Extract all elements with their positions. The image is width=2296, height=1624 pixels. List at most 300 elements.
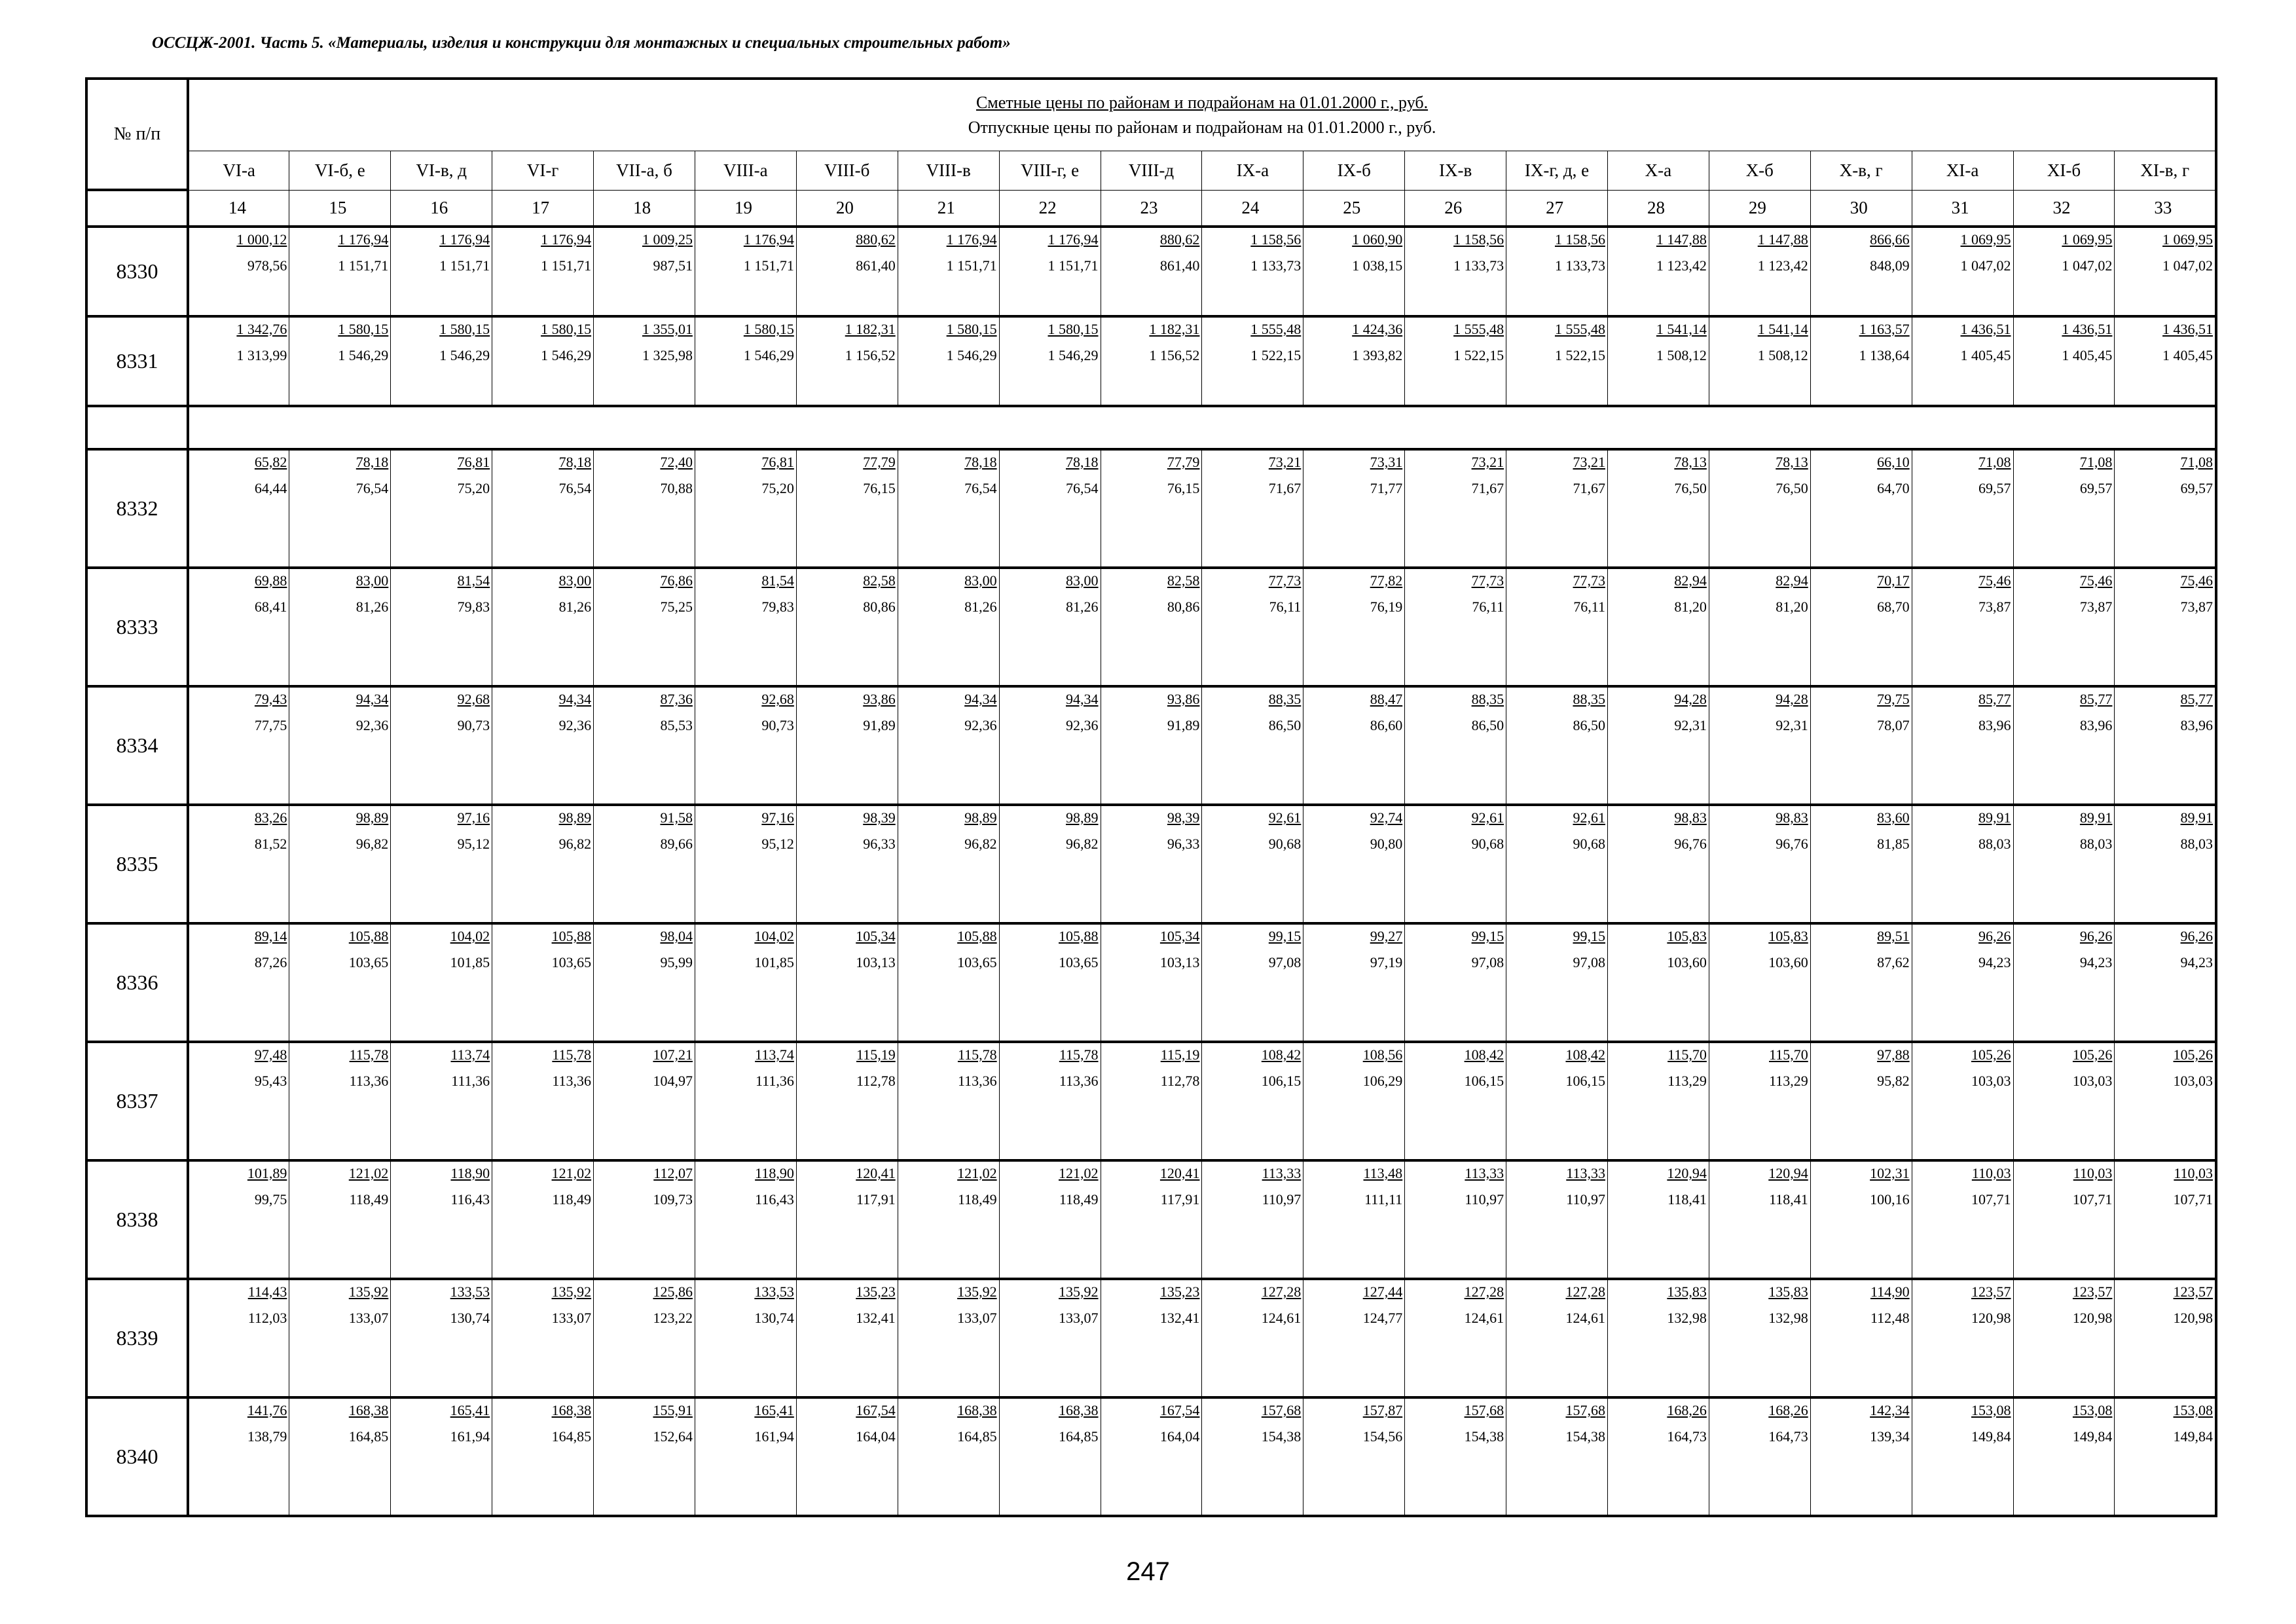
price-cell bbox=[1506, 449, 1608, 568]
selling-price: 94,23 bbox=[1978, 954, 2011, 970]
selling-price: 81,85 bbox=[1877, 836, 1910, 852]
selling-price: 1 151,71 bbox=[439, 257, 490, 274]
estimate-price: 121,02 bbox=[348, 1165, 389, 1181]
estimate-price: 110,03 bbox=[1971, 1165, 2011, 1181]
estimate-price: 1 580,15 bbox=[439, 321, 490, 337]
price-cell bbox=[796, 449, 898, 568]
selling-price: 92,31 bbox=[1776, 717, 1808, 733]
estimate-price: 94,28 bbox=[1776, 691, 1808, 707]
estimate-price: 866,66 bbox=[1870, 231, 1910, 248]
selling-price: 68,70 bbox=[1877, 599, 1910, 615]
price-cell bbox=[1303, 805, 1405, 923]
estimate-price: 70,17 bbox=[1877, 572, 1910, 589]
selling-price: 88,03 bbox=[2180, 836, 2214, 852]
estimate-price: 83,26 bbox=[254, 809, 287, 826]
price-cell bbox=[188, 449, 289, 568]
page-header: ОССЦЖ-2001. Часть 5. «Материалы, изделия и конструкции для монтажных и специальных строительных работ» bbox=[152, 34, 1011, 52]
price-cell bbox=[1709, 449, 1810, 568]
price-cell bbox=[1912, 805, 2013, 923]
estimate-price: 82,58 bbox=[863, 572, 896, 589]
price-cell bbox=[594, 1160, 695, 1279]
selling-price: 118,49 bbox=[349, 1191, 389, 1208]
price-cell bbox=[1405, 1042, 1506, 1160]
price-cell bbox=[1101, 568, 1202, 686]
price-cell bbox=[796, 568, 898, 686]
price-cell bbox=[2013, 686, 2115, 805]
selling-price: 81,26 bbox=[558, 599, 592, 615]
selling-price: 71,77 bbox=[1370, 480, 1403, 496]
price-cell bbox=[796, 316, 898, 406]
selling-price: 111,11 bbox=[1364, 1191, 1403, 1208]
selling-price: 92,36 bbox=[964, 717, 997, 733]
estimate-price: 82,94 bbox=[1776, 572, 1808, 589]
estimate-price: 105,88 bbox=[1059, 928, 1099, 944]
selling-price: 76,15 bbox=[863, 480, 896, 496]
price-cell bbox=[1303, 316, 1405, 406]
price-cell bbox=[2115, 1160, 2216, 1279]
estimate-price: 71,08 bbox=[2079, 454, 2113, 470]
price-cell bbox=[594, 686, 695, 805]
estimate-price: 97,16 bbox=[457, 809, 490, 826]
price-cell bbox=[796, 923, 898, 1042]
selling-price-title: Отпускные цены по районам и подрайонам на 01.01.2000 г., руб. bbox=[968, 117, 1436, 137]
estimate-price: 94,28 bbox=[1674, 691, 1707, 707]
estimate-price: 94,34 bbox=[355, 691, 389, 707]
price-cell bbox=[695, 805, 796, 923]
price-cell bbox=[289, 1397, 391, 1516]
selling-price: 1 151,71 bbox=[946, 257, 997, 274]
selling-price: 90,73 bbox=[457, 717, 490, 733]
estimate-price: 85,77 bbox=[1978, 691, 2011, 707]
price-cell bbox=[1810, 1279, 1912, 1397]
selling-price: 132,41 bbox=[856, 1310, 896, 1326]
price-cell bbox=[1607, 1160, 1709, 1279]
price-cell bbox=[898, 227, 999, 316]
selling-price: 96,82 bbox=[558, 836, 592, 852]
selling-price: 1 405,45 bbox=[2062, 347, 2113, 363]
selling-price: 76,50 bbox=[1674, 480, 1707, 496]
estimate-price: 96,26 bbox=[2180, 928, 2214, 944]
estimate-price: 1 158,56 bbox=[1453, 231, 1504, 248]
price-cell bbox=[492, 1279, 594, 1397]
selling-price: 64,70 bbox=[1877, 480, 1910, 496]
selling-price: 76,11 bbox=[1573, 599, 1605, 615]
estimate-price: 81,54 bbox=[761, 572, 794, 589]
price-cell bbox=[1303, 686, 1405, 805]
price-cell bbox=[1202, 568, 1303, 686]
price-cell bbox=[1506, 227, 1608, 316]
estimate-price: 112,07 bbox=[653, 1165, 693, 1181]
selling-price: 1 151,71 bbox=[1048, 257, 1099, 274]
price-cell bbox=[1506, 923, 1608, 1042]
selling-price: 113,36 bbox=[349, 1073, 389, 1089]
price-cell bbox=[289, 449, 391, 568]
price-cell bbox=[2115, 568, 2216, 686]
estimate-price: 92,61 bbox=[1471, 809, 1504, 826]
selling-price: 111,36 bbox=[755, 1073, 794, 1089]
estimate-price: 76,81 bbox=[761, 454, 794, 470]
selling-price: 97,08 bbox=[1471, 954, 1504, 970]
selling-price: 113,36 bbox=[1059, 1073, 1099, 1089]
region-header: XI-в, г bbox=[2115, 151, 2216, 190]
price-cell bbox=[1709, 686, 1810, 805]
selling-price: 1 325,98 bbox=[642, 347, 693, 363]
price-cell bbox=[391, 568, 492, 686]
selling-price: 1 546,29 bbox=[439, 347, 490, 363]
price-cell bbox=[999, 568, 1101, 686]
price-cell bbox=[1709, 1160, 1810, 1279]
selling-price: 154,56 bbox=[1362, 1428, 1403, 1445]
estimate-price: 77,79 bbox=[1167, 454, 1200, 470]
selling-price: 861,40 bbox=[1159, 257, 1200, 274]
price-cell bbox=[1202, 805, 1303, 923]
price-cell bbox=[898, 923, 999, 1042]
selling-price: 95,12 bbox=[457, 836, 490, 852]
price-cell bbox=[898, 1160, 999, 1279]
column-number: 15 bbox=[289, 190, 391, 227]
estimate-price: 105,34 bbox=[1159, 928, 1200, 944]
price-cell bbox=[695, 686, 796, 805]
estimate-price: 1 060,90 bbox=[1352, 231, 1403, 248]
estimate-price: 168,38 bbox=[551, 1402, 592, 1418]
selling-price: 106,15 bbox=[1565, 1073, 1605, 1089]
estimate-price: 1 580,15 bbox=[1048, 321, 1099, 337]
estimate-price: 78,18 bbox=[964, 454, 997, 470]
estimate-price: 77,73 bbox=[1471, 572, 1504, 589]
selling-price: 94,23 bbox=[2079, 954, 2113, 970]
price-cell bbox=[1607, 923, 1709, 1042]
row-number: 8334 bbox=[86, 686, 188, 805]
selling-price: 87,62 bbox=[1877, 954, 1910, 970]
price-cell bbox=[1101, 1042, 1202, 1160]
price-cell bbox=[1709, 1042, 1810, 1160]
price-cell bbox=[1101, 1160, 1202, 1279]
selling-price: 97,08 bbox=[1268, 954, 1302, 970]
selling-price: 76,54 bbox=[964, 480, 997, 496]
selling-price: 78,07 bbox=[1877, 717, 1910, 733]
estimate-price: 89,91 bbox=[2180, 809, 2214, 826]
price-cell bbox=[1607, 316, 1709, 406]
estimate-price: 167,54 bbox=[856, 1402, 896, 1418]
price-cell bbox=[594, 568, 695, 686]
estimate-price: 1 069,95 bbox=[2062, 231, 2113, 248]
estimate-price: 1 158,56 bbox=[1554, 231, 1605, 248]
region-header: X-а bbox=[1607, 151, 1709, 190]
estimate-price: 73,31 bbox=[1370, 454, 1403, 470]
price-cell bbox=[1810, 449, 1912, 568]
price-cell bbox=[2013, 1397, 2115, 1516]
selling-price: 130,74 bbox=[754, 1310, 794, 1326]
estimate-price: 98,89 bbox=[355, 809, 389, 826]
price-cell bbox=[391, 1279, 492, 1397]
estimate-price: 108,42 bbox=[1464, 1046, 1504, 1063]
selling-price: 120,98 bbox=[2072, 1310, 2113, 1326]
selling-price: 68,41 bbox=[254, 599, 287, 615]
price-cell bbox=[289, 1042, 391, 1160]
estimate-price: 81,54 bbox=[457, 572, 490, 589]
price-cell bbox=[188, 227, 289, 316]
selling-price: 124,77 bbox=[1362, 1310, 1403, 1326]
row-number: 8332 bbox=[86, 449, 188, 568]
estimate-price: 127,44 bbox=[1362, 1283, 1403, 1300]
price-cell bbox=[391, 449, 492, 568]
selling-price: 154,38 bbox=[1565, 1428, 1605, 1445]
estimate-price: 115,78 bbox=[552, 1046, 592, 1063]
estimate-price: 88,35 bbox=[1573, 691, 1605, 707]
estimate-price: 98,89 bbox=[558, 809, 592, 826]
price-cell bbox=[594, 923, 695, 1042]
selling-price: 139,34 bbox=[1870, 1428, 1910, 1445]
price-cell bbox=[2115, 227, 2216, 316]
estimate-price: 1 555,48 bbox=[1554, 321, 1605, 337]
selling-price: 90,68 bbox=[1573, 836, 1605, 852]
selling-price: 99,75 bbox=[254, 1191, 287, 1208]
price-cell bbox=[1202, 1279, 1303, 1397]
estimate-price: 113,33 bbox=[1262, 1165, 1302, 1181]
price-cell bbox=[594, 1042, 695, 1160]
estimate-price: 120,94 bbox=[1768, 1165, 1808, 1181]
column-number: 33 bbox=[2115, 190, 2216, 227]
price-cell bbox=[1405, 227, 1506, 316]
price-cell bbox=[1810, 686, 1912, 805]
estimate-price: 110,03 bbox=[2073, 1165, 2113, 1181]
selling-price: 149,84 bbox=[2072, 1428, 2113, 1445]
price-cell bbox=[391, 316, 492, 406]
table-row bbox=[86, 449, 2216, 568]
selling-price: 124,61 bbox=[1261, 1310, 1302, 1326]
price-cell bbox=[1202, 227, 1303, 316]
price-cell bbox=[492, 1042, 594, 1160]
price-cell bbox=[695, 1279, 796, 1397]
table-row bbox=[86, 1042, 2216, 1160]
row-number: 8335 bbox=[86, 805, 188, 923]
estimate-price: 76,81 bbox=[457, 454, 490, 470]
estimate-price: 98,39 bbox=[1167, 809, 1200, 826]
estimate-price: 165,41 bbox=[754, 1402, 794, 1418]
estimate-price: 157,68 bbox=[1565, 1402, 1605, 1418]
row-number-header: № п/п bbox=[86, 79, 188, 190]
selling-price: 110,97 bbox=[1262, 1191, 1302, 1208]
price-cell bbox=[2013, 1160, 2115, 1279]
price-cell bbox=[1202, 1160, 1303, 1279]
selling-price: 112,03 bbox=[247, 1310, 287, 1326]
price-cell bbox=[898, 449, 999, 568]
selling-price: 83,96 bbox=[1978, 717, 2011, 733]
price-cell bbox=[188, 316, 289, 406]
price-cell bbox=[1506, 1279, 1608, 1397]
price-cell bbox=[594, 1279, 695, 1397]
table-row bbox=[86, 923, 2216, 1042]
selling-price: 86,50 bbox=[1471, 717, 1504, 733]
estimate-price: 127,28 bbox=[1464, 1283, 1504, 1300]
price-cell bbox=[1101, 923, 1202, 1042]
estimate-price: 1 176,94 bbox=[439, 231, 490, 248]
estimate-price: 157,68 bbox=[1261, 1402, 1302, 1418]
selling-price: 103,65 bbox=[1059, 954, 1099, 970]
selling-price: 1 038,15 bbox=[1352, 257, 1403, 274]
price-cell bbox=[289, 686, 391, 805]
selling-price: 73,87 bbox=[1978, 599, 2011, 615]
estimate-price: 121,02 bbox=[957, 1165, 997, 1181]
estimate-price: 107,21 bbox=[653, 1046, 693, 1063]
price-cell bbox=[289, 805, 391, 923]
selling-price: 149,84 bbox=[1971, 1428, 2011, 1445]
selling-price: 110,97 bbox=[1566, 1191, 1605, 1208]
estimate-price: 127,28 bbox=[1261, 1283, 1302, 1300]
selling-price: 80,86 bbox=[1167, 599, 1200, 615]
estimate-price: 88,47 bbox=[1370, 691, 1403, 707]
estimate-price: 135,92 bbox=[551, 1283, 592, 1300]
selling-price: 106,15 bbox=[1261, 1073, 1302, 1089]
estimate-price: 110,03 bbox=[2174, 1165, 2214, 1181]
selling-price: 109,73 bbox=[653, 1191, 693, 1208]
selling-price: 164,85 bbox=[1059, 1428, 1099, 1445]
price-cell bbox=[1405, 686, 1506, 805]
selling-price: 92,31 bbox=[1674, 717, 1707, 733]
region-header: X-б bbox=[1709, 151, 1810, 190]
selling-price: 164,73 bbox=[1768, 1428, 1808, 1445]
selling-price: 73,87 bbox=[2079, 599, 2113, 615]
price-cell bbox=[289, 923, 391, 1042]
selling-price: 96,82 bbox=[355, 836, 389, 852]
estimate-price: 73,21 bbox=[1471, 454, 1504, 470]
estimate-price: 1 541,14 bbox=[1757, 321, 1808, 337]
selling-price: 104,97 bbox=[653, 1073, 693, 1089]
column-number: 26 bbox=[1405, 190, 1506, 227]
row-number: 8331 bbox=[86, 316, 188, 406]
estimate-price: 91,58 bbox=[660, 809, 693, 826]
selling-price: 112,78 bbox=[856, 1073, 896, 1089]
price-cell bbox=[188, 1042, 289, 1160]
selling-price: 90,68 bbox=[1268, 836, 1302, 852]
selling-price: 96,76 bbox=[1776, 836, 1808, 852]
selling-price: 1 546,29 bbox=[541, 347, 592, 363]
price-cell bbox=[1912, 686, 2013, 805]
estimate-price: 98,39 bbox=[863, 809, 896, 826]
column-number: 29 bbox=[1709, 190, 1810, 227]
estimate-price: 89,14 bbox=[254, 928, 287, 944]
selling-price: 164,85 bbox=[348, 1428, 389, 1445]
estimate-price: 83,00 bbox=[964, 572, 997, 589]
estimate-price: 105,26 bbox=[2072, 1046, 2113, 1063]
estimate-price: 89,91 bbox=[2079, 809, 2113, 826]
estimate-price: 88,35 bbox=[1268, 691, 1302, 707]
price-cell bbox=[1405, 1279, 1506, 1397]
estimate-price: 113,74 bbox=[450, 1046, 490, 1063]
selling-price: 90,68 bbox=[1471, 836, 1504, 852]
estimate-price: 1 541,14 bbox=[1656, 321, 1707, 337]
price-cell bbox=[1101, 686, 1202, 805]
selling-price: 118,49 bbox=[552, 1191, 592, 1208]
estimate-price: 114,90 bbox=[1870, 1283, 1910, 1300]
price-cell bbox=[1912, 923, 2013, 1042]
selling-price: 100,16 bbox=[1870, 1191, 1910, 1208]
estimate-price: 135,92 bbox=[957, 1283, 997, 1300]
estimate-price: 157,87 bbox=[1362, 1402, 1403, 1418]
estimate-price: 121,02 bbox=[551, 1165, 592, 1181]
estimate-price: 1 069,95 bbox=[1960, 231, 2011, 248]
price-cell bbox=[1810, 1042, 1912, 1160]
selling-price: 1 156,52 bbox=[845, 347, 896, 363]
column-number: 22 bbox=[999, 190, 1101, 227]
selling-price: 1 508,12 bbox=[1656, 347, 1707, 363]
estimate-price: 115,78 bbox=[1059, 1046, 1099, 1063]
price-cell bbox=[2115, 1042, 2216, 1160]
price-cell bbox=[1303, 1160, 1405, 1279]
price-cell bbox=[999, 1397, 1101, 1516]
estimate-price: 73,21 bbox=[1268, 454, 1302, 470]
estimate-price: 133,53 bbox=[450, 1283, 490, 1300]
estimate-price: 120,41 bbox=[1159, 1165, 1200, 1181]
selling-price: 1 133,73 bbox=[1554, 257, 1605, 274]
estimate-price: 1 182,31 bbox=[845, 321, 896, 337]
selling-price: 1 546,29 bbox=[946, 347, 997, 363]
price-cell bbox=[2013, 1042, 2115, 1160]
price-cell bbox=[1506, 1397, 1608, 1516]
price-cell bbox=[796, 227, 898, 316]
page-number: 247 bbox=[1126, 1557, 1170, 1586]
price-cell bbox=[492, 568, 594, 686]
price-cell bbox=[898, 1042, 999, 1160]
estimate-price: 78,13 bbox=[1674, 454, 1707, 470]
region-header: IX-а bbox=[1202, 151, 1303, 190]
selling-price: 76,15 bbox=[1167, 480, 1200, 496]
price-cell bbox=[1912, 1160, 2013, 1279]
estimate-price: 89,51 bbox=[1877, 928, 1910, 944]
selling-price: 103,03 bbox=[1971, 1073, 2011, 1089]
estimate-price: 1 163,57 bbox=[1859, 321, 1910, 337]
estimate-price: 83,00 bbox=[558, 572, 592, 589]
selling-price: 118,49 bbox=[1059, 1191, 1099, 1208]
price-cell bbox=[492, 923, 594, 1042]
price-cell bbox=[1810, 227, 1912, 316]
selling-price: 1 047,02 bbox=[1960, 257, 2011, 274]
estimate-price: 115,70 bbox=[1769, 1046, 1808, 1063]
selling-price: 118,49 bbox=[957, 1191, 997, 1208]
price-cell bbox=[2013, 316, 2115, 406]
selling-price: 95,82 bbox=[1877, 1073, 1910, 1089]
price-cell bbox=[2013, 805, 2115, 923]
price-cell bbox=[1202, 1042, 1303, 1160]
estimate-price: 168,26 bbox=[1667, 1402, 1707, 1418]
selling-price: 1 123,42 bbox=[1656, 257, 1707, 274]
selling-price: 1 047,02 bbox=[2162, 257, 2214, 274]
price-cell bbox=[1506, 568, 1608, 686]
price-cell bbox=[898, 686, 999, 805]
estimate-price: 85,77 bbox=[2180, 691, 2214, 707]
selling-price: 164,73 bbox=[1667, 1428, 1707, 1445]
estimate-price: 113,74 bbox=[755, 1046, 794, 1063]
estimate-price: 135,83 bbox=[1768, 1283, 1808, 1300]
estimate-price: 87,36 bbox=[660, 691, 693, 707]
selling-price: 76,50 bbox=[1776, 480, 1808, 496]
estimate-price: 165,41 bbox=[450, 1402, 490, 1418]
selling-price: 97,08 bbox=[1573, 954, 1605, 970]
selling-price: 1 156,52 bbox=[1149, 347, 1200, 363]
estimate-price: 115,19 bbox=[1160, 1046, 1200, 1063]
region-header: VI-г bbox=[492, 151, 594, 190]
estimate-price: 65,82 bbox=[254, 454, 287, 470]
selling-price: 1 151,71 bbox=[743, 257, 794, 274]
column-number: 19 bbox=[695, 190, 796, 227]
selling-price: 96,33 bbox=[1167, 836, 1200, 852]
column-number: 16 bbox=[391, 190, 492, 227]
price-cell bbox=[492, 1160, 594, 1279]
estimate-price: 115,70 bbox=[1667, 1046, 1707, 1063]
estimate-price: 1 436,51 bbox=[2062, 321, 2113, 337]
estimate-price: 1 176,94 bbox=[743, 231, 794, 248]
selling-price: 154,38 bbox=[1464, 1428, 1504, 1445]
